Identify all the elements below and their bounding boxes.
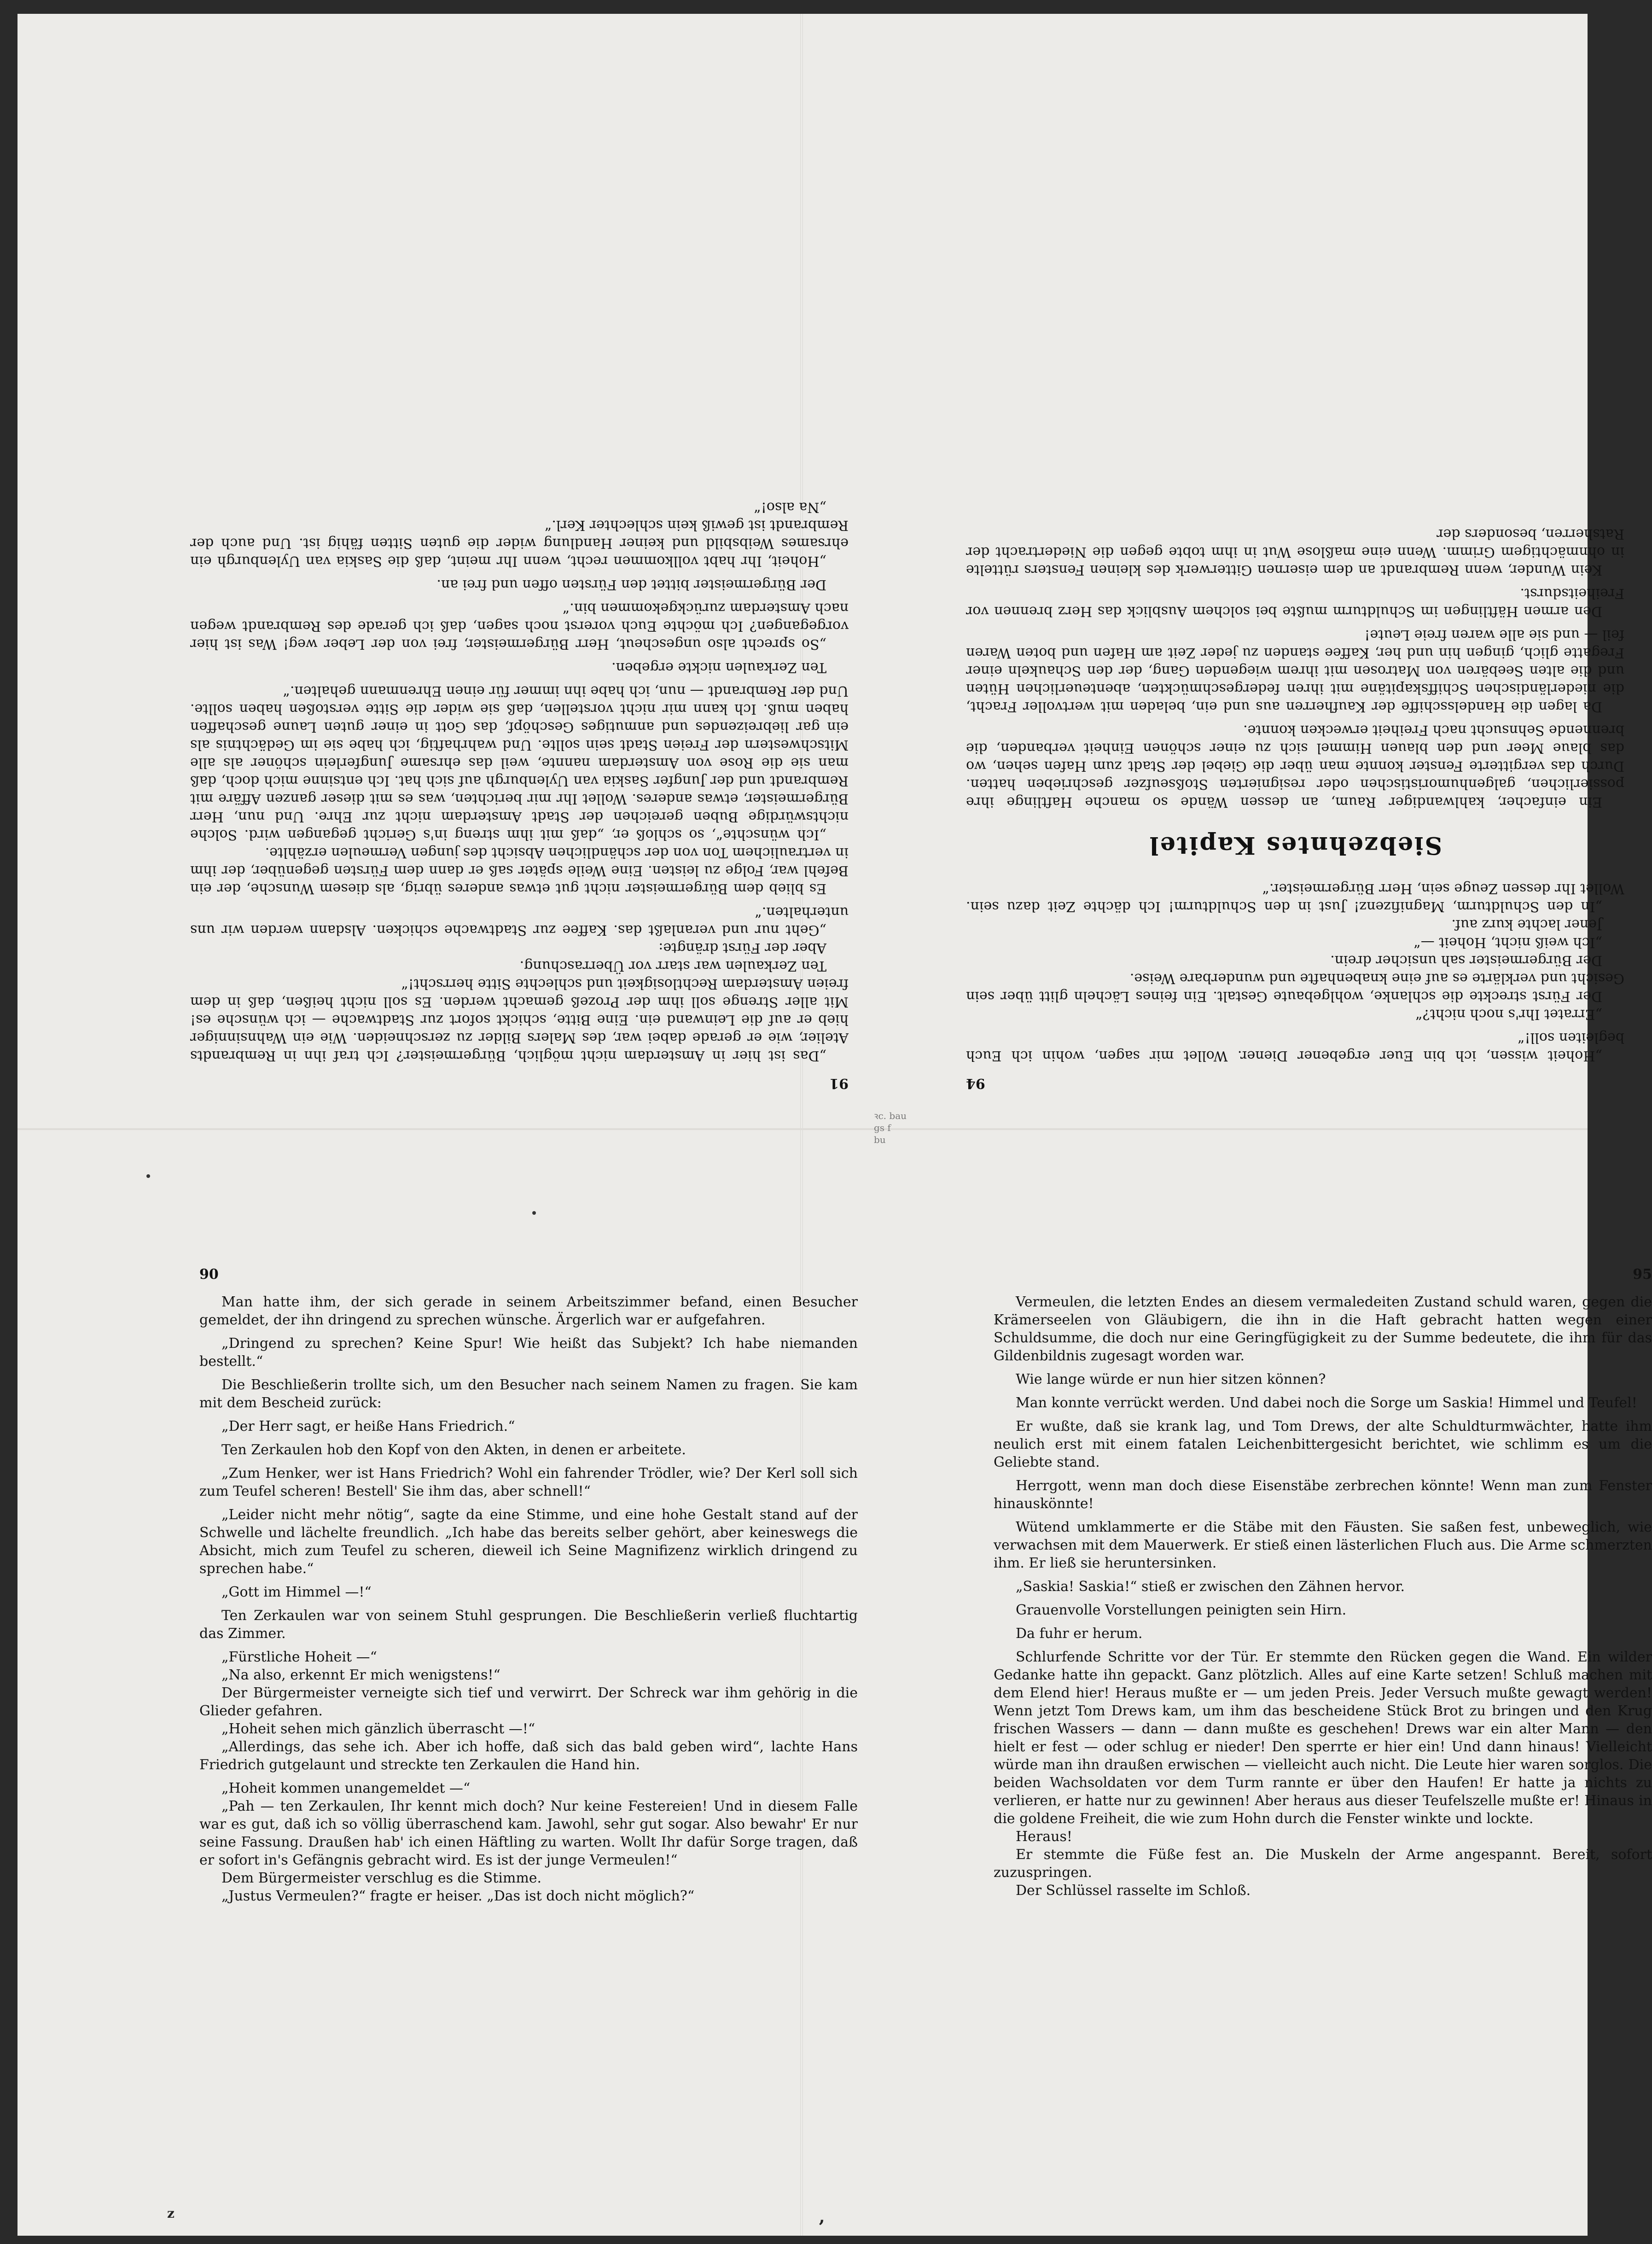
paragraph: Er wußte, daß sie krank lag, und Tom Drews, der alte Schuldturmwächter, hatte ihm neulich erst mit einem fatalen Leichenbittergesicht berichtet, wie schlimm es um die Geliebte stand. [994,1418,1652,1470]
page-94 [966,115,1624,1091]
paragraph: Heraus! [1016,1829,1072,1845]
page-95-text [994,1293,1652,1900]
paragraph: Der Bürgermeister verneigte sich tief und verwirrt. Der Schreck war ihm gehörig in die Glieder gefahren. [199,1685,858,1719]
paragraph: Die Beschließerin trollte sich, um den Besucher nach seinem Namen zu fragen. Sie kam mit dem Bescheid zurück: [199,1377,858,1411]
page-91-text [190,498,849,1065]
speck [146,1174,150,1178]
paragraph: „Geht nur und veranlaßt das. Kaffee zur Stadtwache schicken. Alsdann werden wir uns unterhalten.“ [190,904,849,938]
paragraph: „Na also, erkennt Er mich wenigstens!“ [221,1667,500,1683]
paragraph: Ein einfacher, kahlwandiger Raum, an dessen Wände so manche Haftlinge ihre possierlichen, galgenhumoristischen oder resignierten Stoßseufzer geschrieben hatten. Durch das vergitterte Fenster konnte man über die Giebel der Stadt zum Hafen sehen, wo das blaue Meer und den blauen Himmel sich zu einer schönen Einheit verbanden, die brennende Sehnsucht nach Freiheit erwecken konnte. [966,722,1624,810]
paragraph: Ten Zerkaulen hob den Kopf von den Akten, in denen er arbeitete. [221,1442,686,1458]
paragraph: Der Schlüssel rasselte im Schloß. [1016,1883,1251,1899]
paragraph: „Zum Henker, wer ist Hans Friedrich? Wohl ein fahrender Trödler, wie? Der Kerl soll sich zum Teufel scheren! Bestell' Sie ihm das, aber schnell!“ [199,1465,858,1499]
paragraph: Man konnte verrückt werden. Und dabei noch die Sorge um Saskia! Himmel und Teufel! [1016,1395,1637,1411]
paragraph: „Justus Vermeulen?“ fragte er heiser. „Das ist doch nicht möglich?“ [221,1888,695,1904]
paragraph: Da fuhr er herum. [1016,1626,1143,1642]
paragraph: Schlurfende Schritte vor der Tür. Er stemmte den Rücken gegen die Wand. Ein wilder Gedanke hatte ihn gepackt. Ganz plötzlich. Alles auf eine Karte setzen! Schluß machen mit dem Elend hier! Heraus mußte er — um jeden Preis. Jeder Versuch mußte gewagt werden! Wenn jetzt Tom Drews kam, um ihm das bescheidene Stück Brot zu bringen und den Krug frischen Wassers — dann — dann mußte es geschehen! Drews war ein alter Mann — den hielt er fest — oder schlug er nieder! Den sperrte er hier ein! Und dann hinaus! Vielleicht würde man ihn draußen erwischen — vielleicht auch nicht. Die Leute hier waren sorglos. Die beiden Wachsoldaten vor dem Turm rannte er über den Haufen! Er hatte ja nichts zu verlieren, er hatte nur zu gewinnen! Aber heraus aus dieser Teufelszelle mußte er! Hinaus in die goldene Freiheit, die wie zum Hohn durch die Fenster winkte und lockte. [994,1649,1652,1827]
paragraph: Ten Zerkaulen war starr vor Überraschung. [519,958,826,974]
paragraph: Dem Bürgermeister verschlug es die Stimme. [221,1870,542,1886]
paragraph: „Hoheit sehen mich gänzlich überrascht —!“ [221,1721,535,1737]
mark-text: gs f [874,1122,891,1133]
page-number: 91 [829,1075,849,1091]
bleed-through-marks [800,1110,984,1156]
paragraph: „Fürstliche Hoheit —“ [221,1649,377,1665]
edge-mark: z [167,2206,175,2221]
paragraph: Er stemmte die Füße fest an. Die Muskeln der Arme angespannt. Bereit, sofort zuzuspringen. [994,1847,1652,1881]
paragraph: „Erratet Ihr's noch nicht?“ [1415,1006,1602,1022]
paragraph: „Gott im Himmel —!“ [221,1584,372,1600]
paragraph: Grauenvolle Vorstellungen peinigten sein Hirn. [1016,1602,1347,1618]
paragraph: Jener lachte kurz auf. [1451,916,1602,933]
edge-mark: ‚ [819,2206,825,2227]
page-95 [994,1266,1652,2243]
page-90 [199,1266,858,2243]
page-number: 90 [199,1266,219,1282]
paragraph: „Ich wünschte“, so schloß er, „daß mit ihm streng in's Gericht gegangen wird. Solche nichtswürdige Buben gereichen der Stadt Amsterdam nicht zur Ehre. Und nun, Herr Bürgermeister, etwas anderes. Wollet Ihr mir berichten, was es mit dieser ganzen Affäre mit Rembrandt und der Jungfer Saskia van Uylenburgh auf sich hat. Ich entsinne mich doch, daß man sie die Rose von Amsterdam nannte, weil das ehrsame Jungferlein schöner als alle Mitschwestern der Freien Stadt sein sollte. Und wahrhaftig, ich habe sie im Gedächtnis als ein gar liebreizendes und anmutiges Geschöpf, das Gott in einer guten Laune geschaffen haben muß. Ich kann mir nicht vorstellen, daß sie wider die Sitte verstoßen haben sollte. Und der Rembrandt — nun, ich habe ihn immer für einen Ehrenmann gehalten.“ [190,683,849,843]
paragraph: „Hoheit wissen, ich bin Euer ergebener Diener. Wollet mir sagen, wohin ich Euch begleiten soll!“ [966,1030,1624,1064]
paragraph: „In den Schuldturm, Magnifizenz! Just in den Schuldturm! Ich dächte Zeit dazu sein. Wollet Ihr dessen Zeuge sein, Herr Bürgermeister.“ [966,880,1624,915]
mark-text: bu [874,1134,886,1145]
paragraph: „Das ist hier in Amsterdam nicht möglich, Bürgermeister? Ich traf ihn in Rembrandts Atelier, wie er gerade dabei war, des Malers Bilder zu zerschneiden. Wie ein Wahnsinniger hieb er auf die Leinwand ein. Eine Bitte, schickt sofort zur Stadtwache — ich wünsche es! Mit aller Strenge soll ihm der Prozeß gemacht werden. Es soll nicht heißen, daß in dem freien Amsterdam Rechtlosigkeit und schlechte Sitte herrscht!“ [190,976,849,1064]
paragraph: Herrgott, wenn man doch diese Eisenstäbe zerbrechen könnte! Wenn man zum Fenster hinauskönnte! [994,1478,1652,1512]
paragraph: Aber der Fürst drängte: [658,940,826,956]
paragraph: Da lagen die Handelsschiffe der Kaufherren aus und ein, beladen mit wertvoller Fracht, die niederländischen Schiffskapitäne mit ihren federgeschmückten, abenteuerlichen Hüten und die alten Seebären von Matrosen mit ihrem wiegenden Gang, der den Schaukeln einer Fregatte glich, gingen hin und her, Kaffee standen zu jeder Zeit am Hafen und boten Waren feil — und sie alle waren freie Leute! [966,627,1624,715]
paragraph: „Dringend zu sprechen? Keine Spur! Wie heißt das Subjekt? Ich habe niemanden bestellt.“ [199,1335,858,1370]
paragraph: „Na also!“ [754,499,826,515]
paragraph: Ten Zerkaulen nickte ergeben. [611,659,826,676]
paragraph: „Pah — ten Zerkaulen, Ihr kennt mich doch? Nur keine Festereien! Und in diesem Falle war es gut, daß ich so völlig überraschend kam. Jawohl, sehr gut sogar. Also bewahr' Er nur seine Fassung. Draußen hab' ich einen Häftling zu warten. Wollt Ihr dafür Sorge tragen, daß er sofort in's Gefängnis gebracht wird. Es ist der junge Vermeulen!“ [199,1798,858,1868]
paragraph: „Allerdings, das sehe ich. Aber ich hoffe, daß sich das bald geben wird“, lachte Hans Friedrich gutgelaunt und streckte ten Zerkaulen die Hand hin. [199,1739,858,1773]
page-number: 95 [1633,1266,1652,1282]
paragraph: „Der Herr sagt, er heiße Hans Friedrich.“ [221,1418,515,1434]
page-90-text [199,1293,858,1905]
chapter-heading: Siebzehntes Kapitel [1148,831,1443,859]
paragraph: Vermeulen, die letzten Endes an diesem vermaledeiten Zustand schuld waren, gegen die Krämerseelen von Gläubigern, die ihn in die Haft gebracht hatten wegen einer Schuldsumme, die doch nur eine Geringfügigkeit zu der Summe bedeutete, die ihm für das Gildenbildnis zugesagt worden war. [994,1294,1652,1364]
paragraph: Kein Wunder, wenn Rembrandt an dem eisernen Gitterwerk des kleinen Fensters rüttelte in ohnmächtigem Grimm. Wenn eine maßlose Wut in ihm tobte gegen die Niedertracht der Ratsherren, besonders der [966,526,1624,578]
page-91 [190,115,849,1091]
speck [532,1211,536,1215]
paragraph: Der Fürst streckte die schlanke, wohlgebaute Gestalt. Ein feines Lächeln glitt über sein Gesicht und verklärte es auf eine knabenhafte und wunderbare Weise. [966,970,1624,1004]
paragraph: „Leider nicht mehr nötig“, sagte da eine Stimme, und eine hohe Gestalt stand auf der Schwelle und lächelte freundlich. „Ich habe das bereits selber gehört, aber keineswegs die Absicht, mich zum Teufel zu scheren, dieweil ich Seine Magnifizenz wirklich dringend zu sprechen habe.“ [199,1507,858,1577]
chapter-text [966,525,1624,811]
paragraph: Der Bürgermeister sah unsicher drein. [1330,952,1602,968]
paragraph: „Saskia! Saskia!“ stieß er zwischen den Zähnen hervor. [1016,1579,1405,1595]
paragraph: „So sprecht also ungescheut, Herr Bürgermeister, frei von der Leber weg! Was ist hier vorgegangen? Ich möchte Euch vorerst noch sagen, daß ich gerade des Rembrandt wegen nach Amsterdam zurückgekommen bin.“ [190,600,849,652]
paragraph: Den armen Häftlingen im Schuldturm mußte bei solchem Ausblick das Herz brennen vor Freiheitsdurst. [966,585,1624,619]
paragraph: Man hatte ihm, der sich gerade in seinem Arbeitszimmer befand, einen Besucher gemeldet, der ihn dringend zu sprechen wünsche. Ärgerlich war er aufgefahren. [199,1294,858,1328]
paragraph: Der Bürgermeister bittet den Fürsten offen und frei an. [436,577,826,593]
paragraph: Wütend umklammerte er die Stäbe mit den Fäusten. Sie saßen fest, unbeweglich, wie verwachsen mit dem Mauerwerk. Er stieß einen lästerlichen Fluch aus. Die Arme schmerzten ihm. Er ließ sie heruntersinken. [994,1519,1652,1571]
mark-text: ꝛc. bau [874,1110,907,1121]
page-number: 94 [966,1075,985,1091]
paragraph: „Ich weiß nicht, Hoheit —“ [1414,934,1602,950]
scanned-sheet [17,14,1652,2236]
paragraph: Wie lange würde er nun hier sitzen können? [1016,1371,1326,1387]
paragraph: „Hoheit kommen unangemeldet —“ [221,1780,471,1796]
page-94-text [966,880,1624,1065]
paragraph: Ten Zerkaulen war von seinem Stuhl gesprungen. Die Beschließerin verließ fluchtartig das Zimmer. [199,1608,858,1642]
paragraph: „Hoheit, Ihr habt vollkommen recht, wenn Ihr meint, daß die Saskia van Uylenburgh ein ehrsames Weibsbild und keiner Handlung wider die guten Sitten fähig ist. Und auch der Rembrandt ist gewiß kein schlechter Kerl.“ [190,517,849,569]
paragraph: Es blieb dem Bürgermeister nicht gut etwas anderes übrig, als diesem Wunsche, der ein Befehl war, Folge zu leisten. Eine Weile später saß er dann dem Fürsten gegenüber, der ihm in vertraulichem Ton von der schändlichen Absicht des jungen Vermeulen erzählte. [190,845,849,897]
